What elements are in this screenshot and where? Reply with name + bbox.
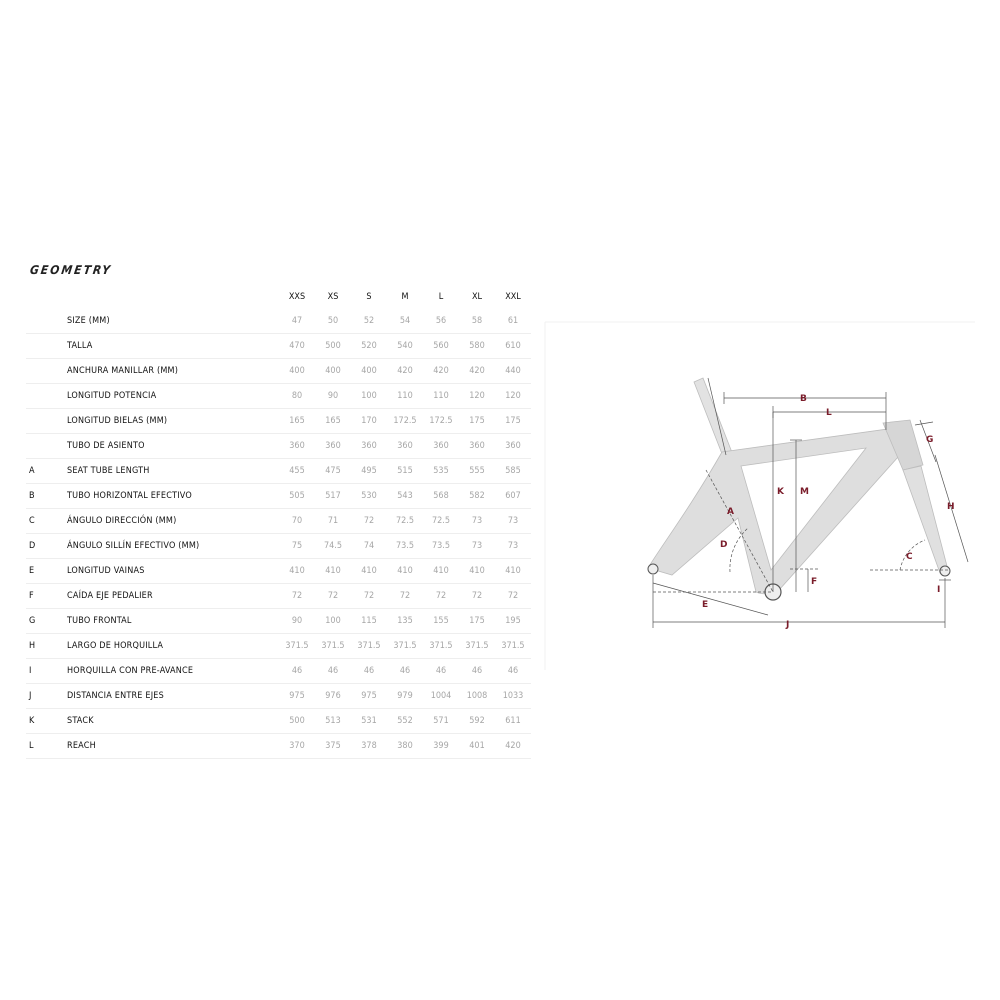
row-value: 135	[387, 609, 423, 634]
row-label: TUBO FRONTAL	[67, 609, 279, 634]
header-letter-cell	[26, 285, 67, 309]
row-value: 410	[315, 559, 351, 584]
row-value: 975	[351, 684, 387, 709]
label-l: L	[826, 408, 832, 418]
row-value: 100	[315, 609, 351, 634]
size-header: XXL	[505, 292, 521, 302]
row-value: 530	[351, 484, 387, 509]
row-value: 175	[459, 409, 495, 434]
row-letter: E	[26, 559, 67, 584]
row-value: 378	[351, 734, 387, 759]
rear-dropout	[648, 564, 658, 574]
row-label: TUBO HORIZONTAL EFECTIVO	[67, 484, 279, 509]
row-letter: C	[26, 509, 67, 534]
row-value: 582	[459, 484, 495, 509]
row-value: 400	[351, 359, 387, 384]
row-value: 979	[387, 684, 423, 709]
row-value: 360	[279, 434, 315, 459]
row-value: 410	[279, 559, 315, 584]
row-letter	[26, 309, 67, 334]
row-value: 52	[351, 309, 387, 334]
table-row	[26, 559, 531, 584]
label-j: J	[786, 620, 790, 630]
row-value: 555	[459, 459, 495, 484]
row-value: 560	[423, 334, 459, 359]
row-value: 520	[351, 334, 387, 359]
row-letter	[26, 434, 67, 459]
row-label: TALLA	[67, 334, 279, 359]
row-value: 375	[315, 734, 351, 759]
row-letter: D	[26, 534, 67, 559]
row-value: 72	[387, 584, 423, 609]
label-k: K	[777, 487, 784, 497]
row-value: 172.5	[423, 409, 459, 434]
row-letter	[26, 359, 67, 384]
row-value: 440	[495, 359, 531, 384]
row-value: 175	[459, 609, 495, 634]
row-letter: G	[26, 609, 67, 634]
row-value: 58	[459, 309, 495, 334]
row-value: 543	[387, 484, 423, 509]
row-value: 115	[351, 609, 387, 634]
row-value: 360	[423, 434, 459, 459]
row-value: 420	[387, 359, 423, 384]
geometry-title: GEOMETRY	[29, 263, 113, 277]
row-value: 360	[315, 434, 351, 459]
row-value: 371.5	[279, 634, 315, 659]
row-value: 1033	[495, 684, 531, 709]
row-value: 420	[459, 359, 495, 384]
row-value: 73	[495, 509, 531, 534]
row-value: 531	[351, 709, 387, 734]
table-row	[26, 484, 531, 509]
row-value: 47	[279, 309, 315, 334]
row-value: 571	[423, 709, 459, 734]
table-row	[26, 684, 531, 709]
row-value: 61	[495, 309, 531, 334]
row-value: 410	[459, 559, 495, 584]
row-value: 371.5	[351, 634, 387, 659]
row-value: 73	[459, 509, 495, 534]
row-letter: J	[26, 684, 67, 709]
row-label: REACH	[67, 734, 279, 759]
table-row	[26, 309, 531, 334]
row-value: 165	[315, 409, 351, 434]
row-value: 500	[279, 709, 315, 734]
table-row	[26, 384, 531, 409]
row-value: 580	[459, 334, 495, 359]
row-value: 515	[387, 459, 423, 484]
row-label: HORQUILLA CON PRE-AVANCE	[67, 659, 279, 684]
row-value: 46	[495, 659, 531, 684]
row-value: 50	[315, 309, 351, 334]
row-value: 517	[315, 484, 351, 509]
row-value: 120	[459, 384, 495, 409]
row-label: SEAT TUBE LENGTH	[67, 459, 279, 484]
label-i: I	[937, 585, 941, 595]
row-value: 513	[315, 709, 351, 734]
table-row	[26, 359, 531, 384]
row-label: ANCHURA MANILLAR (MM)	[67, 359, 279, 384]
geometry-table-body	[26, 309, 531, 759]
row-value: 75	[279, 534, 315, 559]
label-a: A	[727, 507, 734, 517]
row-value: 500	[315, 334, 351, 359]
row-letter: A	[26, 459, 67, 484]
row-value: 420	[495, 734, 531, 759]
row-value: 46	[351, 659, 387, 684]
row-value: 371.5	[423, 634, 459, 659]
row-value: 1008	[459, 684, 495, 709]
label-g: G	[926, 435, 934, 445]
table-row	[26, 409, 531, 434]
row-value: 360	[387, 434, 423, 459]
row-value: 360	[495, 434, 531, 459]
row-value: 360	[459, 434, 495, 459]
row-value: 170	[351, 409, 387, 434]
header-label-cell	[67, 285, 279, 309]
row-value: 74.5	[315, 534, 351, 559]
row-value: 46	[423, 659, 459, 684]
row-value: 46	[315, 659, 351, 684]
row-value: 401	[459, 734, 495, 759]
row-value: 552	[387, 709, 423, 734]
row-value: 72	[351, 584, 387, 609]
row-value: 1004	[423, 684, 459, 709]
label-b: B	[800, 394, 807, 404]
row-letter	[26, 409, 67, 434]
table-row	[26, 334, 531, 359]
table-row	[26, 634, 531, 659]
row-value: 370	[279, 734, 315, 759]
row-value: 410	[351, 559, 387, 584]
row-label: STACK	[67, 709, 279, 734]
table-row	[26, 659, 531, 684]
row-value: 976	[315, 684, 351, 709]
row-value: 400	[279, 359, 315, 384]
row-value: 380	[387, 734, 423, 759]
table-row	[26, 584, 531, 609]
table-row	[26, 709, 531, 734]
row-label: CAÍDA EJE PEDALIER	[67, 584, 279, 609]
row-value: 110	[387, 384, 423, 409]
row-value: 46	[459, 659, 495, 684]
row-value: 505	[279, 484, 315, 509]
row-value: 175	[495, 409, 531, 434]
row-value: 56	[423, 309, 459, 334]
row-letter: L	[26, 734, 67, 759]
row-value: 495	[351, 459, 387, 484]
row-letter	[26, 384, 67, 409]
row-value: 73	[495, 534, 531, 559]
row-label: LONGITUD VAINAS	[67, 559, 279, 584]
row-value: 592	[459, 709, 495, 734]
row-label: LONGITUD BIELAS (MM)	[67, 409, 279, 434]
row-value: 172.5	[387, 409, 423, 434]
size-header: XL	[471, 292, 483, 302]
row-letter: I	[26, 659, 67, 684]
size-header: XS	[327, 292, 339, 302]
row-letter: K	[26, 709, 67, 734]
row-value: 585	[495, 459, 531, 484]
row-value: 70	[279, 509, 315, 534]
row-value: 155	[423, 609, 459, 634]
size-header: XXS	[288, 292, 306, 302]
row-value: 110	[423, 384, 459, 409]
row-value: 73.5	[387, 534, 423, 559]
front-dropout	[940, 566, 950, 576]
row-letter: H	[26, 634, 67, 659]
row-label: ÁNGULO SILLÍN EFECTIVO (MM)	[67, 534, 279, 559]
row-value: 610	[495, 334, 531, 359]
size-header-row	[26, 285, 531, 309]
row-value: 371.5	[495, 634, 531, 659]
geometry-table	[26, 285, 531, 759]
row-value: 120	[495, 384, 531, 409]
row-value: 90	[279, 609, 315, 634]
row-value: 470	[279, 334, 315, 359]
table-row	[26, 734, 531, 759]
row-value: 568	[423, 484, 459, 509]
table-row	[26, 434, 531, 459]
row-value: 72	[423, 584, 459, 609]
row-value: 72.5	[423, 509, 459, 534]
row-value: 410	[423, 559, 459, 584]
row-label: LONGITUD POTENCIA	[67, 384, 279, 409]
row-value: 72	[279, 584, 315, 609]
row-value: 975	[279, 684, 315, 709]
row-value: 371.5	[459, 634, 495, 659]
row-value: 371.5	[315, 634, 351, 659]
row-value: 400	[315, 359, 351, 384]
table-row	[26, 509, 531, 534]
row-letter: F	[26, 584, 67, 609]
row-value: 540	[387, 334, 423, 359]
row-value: 46	[387, 659, 423, 684]
row-value: 54	[387, 309, 423, 334]
row-letter	[26, 334, 67, 359]
row-value: 399	[423, 734, 459, 759]
bike-frame	[648, 428, 907, 594]
row-value: 90	[315, 384, 351, 409]
row-label: LARGO DE HORQUILLA	[67, 634, 279, 659]
row-value: 71	[315, 509, 351, 534]
bike-geometry-diagram	[545, 322, 975, 670]
row-value: 73.5	[423, 534, 459, 559]
label-d: D	[720, 540, 728, 550]
e-dimension-line	[653, 583, 768, 615]
row-value: 410	[387, 559, 423, 584]
row-letter: B	[26, 484, 67, 509]
label-m: M	[800, 487, 809, 497]
row-value: 535	[423, 459, 459, 484]
g-tick-top	[915, 422, 933, 425]
row-value: 475	[315, 459, 351, 484]
row-value: 73	[459, 534, 495, 559]
row-value: 607	[495, 484, 531, 509]
row-label: ÁNGULO DIRECCIÓN (MM)	[67, 509, 279, 534]
row-value: 360	[351, 434, 387, 459]
row-value: 72	[495, 584, 531, 609]
label-h: H	[947, 502, 955, 512]
size-header: L	[438, 292, 444, 302]
label-e: E	[702, 600, 709, 610]
row-value: 420	[423, 359, 459, 384]
row-value: 611	[495, 709, 531, 734]
label-f: F	[811, 577, 818, 587]
row-value: 72	[351, 509, 387, 534]
size-header: S	[366, 292, 372, 302]
row-value: 80	[279, 384, 315, 409]
row-label: DISTANCIA ENTRE EJES	[67, 684, 279, 709]
row-value: 371.5	[387, 634, 423, 659]
row-label: SIZE (MM)	[67, 309, 279, 334]
row-value: 46	[279, 659, 315, 684]
row-value: 72	[315, 584, 351, 609]
row-value: 410	[495, 559, 531, 584]
table-row	[26, 534, 531, 559]
table-row	[26, 609, 531, 634]
row-value: 72.5	[387, 509, 423, 534]
table-row	[26, 459, 531, 484]
size-header: M	[401, 292, 409, 302]
label-c: C	[906, 552, 913, 562]
row-label: TUBO DE ASIENTO	[67, 434, 279, 459]
seat-post	[694, 378, 733, 459]
row-value: 72	[459, 584, 495, 609]
row-value: 195	[495, 609, 531, 634]
row-value: 74	[351, 534, 387, 559]
bike-frame-illustration	[545, 322, 975, 670]
row-value: 165	[279, 409, 315, 434]
row-value: 100	[351, 384, 387, 409]
row-value: 455	[279, 459, 315, 484]
